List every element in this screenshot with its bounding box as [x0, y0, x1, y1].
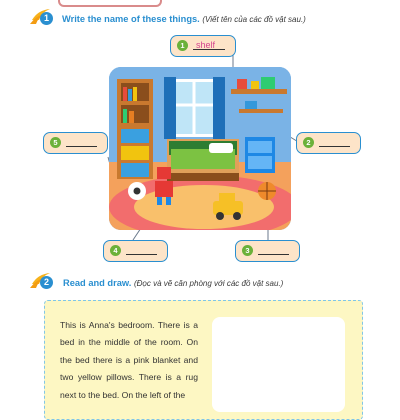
label-box-1[interactable] [170, 35, 236, 57]
label-1-line [193, 49, 225, 50]
bedroom-illustration [109, 67, 291, 230]
exercise-2-heading [63, 278, 283, 288]
exercise-1-badge [30, 6, 54, 30]
label-1-number: 1 [177, 40, 188, 51]
label-3-number: 3 [242, 245, 253, 256]
label-4-number: 4 [110, 245, 121, 256]
exercise-2-number: 2 [40, 276, 53, 289]
drawing-area[interactable] [212, 317, 345, 412]
reading-passage: This is Anna's bedroom. There is a bed in the middle of the room. On the bed there is a pink blanket and two yellow pillows. There is a rug next to the bed. On the left of the [60, 320, 198, 400]
label-2-number: 2 [303, 137, 314, 148]
exercise-1-title: Write the name of these things. [62, 14, 200, 24]
label-5-line [66, 146, 97, 147]
previous-section-border [58, 0, 162, 7]
exercise-1-subtitle: (Viết tên của các đồ vật sau.) [202, 15, 306, 24]
exercise-1-heading [62, 14, 306, 24]
label-4-line [126, 254, 157, 255]
label-box-2[interactable] [296, 132, 361, 154]
label-box-4[interactable] [103, 240, 168, 262]
exercise-1-number: 1 [40, 12, 53, 25]
exercise-2-title: Read and draw. [63, 278, 132, 288]
label-box-5[interactable] [43, 132, 108, 154]
label-1-answer: shelf [196, 40, 216, 50]
label-2-line [319, 146, 350, 147]
exercise-2-subtitle: (Đọc và vẽ căn phòng với các đồ vật sau.) [133, 279, 284, 288]
label-box-3[interactable] [235, 240, 300, 262]
label-3-line [258, 254, 289, 255]
label-5-number: 5 [50, 137, 61, 148]
exercise-2-badge [30, 270, 54, 294]
